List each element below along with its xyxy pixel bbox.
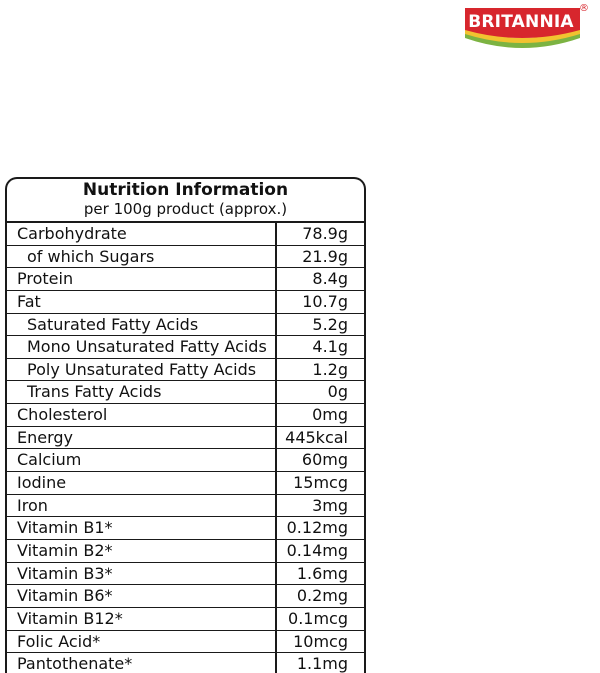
row-label: Saturated Fatty Acids — [7, 314, 277, 336]
row-value: 0.14mg — [286, 540, 348, 560]
row-value: 0.12mg — [286, 518, 348, 538]
row-label: Vitamin B6* — [7, 585, 277, 607]
row-label: Pantothenate* — [7, 653, 277, 673]
row-label: Protein — [7, 268, 277, 290]
table-row — [7, 631, 364, 654]
row-value: 5.2g — [312, 314, 348, 334]
row-label: Energy — [7, 427, 277, 449]
table-header — [7, 179, 364, 223]
row-value: 0mg — [312, 405, 348, 425]
table-row — [7, 495, 364, 518]
table-row — [7, 246, 364, 269]
table-row — [7, 449, 364, 472]
row-label: Calcium — [7, 449, 277, 471]
row-value: 445kcal — [285, 427, 348, 447]
table-row — [7, 540, 364, 563]
row-label: Vitamin B3* — [7, 563, 277, 585]
row-value: 60mg — [301, 450, 348, 470]
table-row — [7, 381, 364, 404]
row-value: 1.6mg — [296, 563, 348, 583]
row-value: 3mg — [312, 495, 348, 515]
table-row — [7, 336, 364, 359]
row-label: Vitamin B1* — [7, 517, 277, 539]
table-row — [7, 653, 364, 673]
row-value: 8.4g — [312, 269, 348, 289]
row-label: Poly Unsaturated Fatty Acids — [7, 359, 277, 381]
row-value: 21.9g — [302, 246, 348, 266]
row-value: 10mcg — [293, 631, 348, 651]
row-label: Fat — [7, 291, 277, 313]
row-value: 0.2mg — [296, 586, 348, 606]
row-label: Trans Fatty Acids — [7, 381, 277, 403]
row-label: Folic Acid* — [7, 631, 277, 653]
row-label: Vitamin B2* — [7, 540, 277, 562]
row-value: 10.7g — [302, 291, 348, 311]
britannia-logo — [462, 3, 589, 52]
row-label: Carbohydrate — [7, 223, 277, 245]
row-value: 4.1g — [312, 337, 348, 357]
row-value: 0.1mcg — [288, 608, 348, 628]
row-value: 1.1mg — [296, 654, 348, 673]
row-value: 78.9g — [302, 224, 348, 243]
row-label: of which Sugars — [7, 246, 277, 268]
table-row — [7, 291, 364, 314]
table-row — [7, 563, 364, 586]
table-row — [7, 223, 364, 246]
table-subtitle: per 100g product (approx.) — [83, 200, 288, 218]
row-label: Iodine — [7, 472, 277, 494]
table-title: Nutrition Information — [82, 180, 289, 200]
nutrition-table — [5, 177, 366, 673]
table-row — [7, 268, 364, 291]
row-value: 0g — [327, 382, 348, 402]
table-row — [7, 585, 364, 608]
row-label: Cholesterol — [7, 404, 277, 426]
row-label: Mono Unsaturated Fatty Acids — [7, 336, 277, 358]
row-value: 1.2g — [312, 359, 348, 379]
table-row — [7, 472, 364, 495]
logo-wordmark: BRITANNIA — [468, 12, 574, 32]
table-row — [7, 314, 364, 337]
table-row — [7, 517, 364, 540]
table-row — [7, 404, 364, 427]
row-label: Vitamin B12* — [7, 608, 277, 630]
table-row — [7, 359, 364, 382]
table-row — [7, 427, 364, 450]
registered-mark: ® — [579, 3, 589, 14]
table-row — [7, 608, 364, 631]
row-value: 15mcg — [293, 473, 348, 493]
row-label: Iron — [7, 495, 277, 517]
